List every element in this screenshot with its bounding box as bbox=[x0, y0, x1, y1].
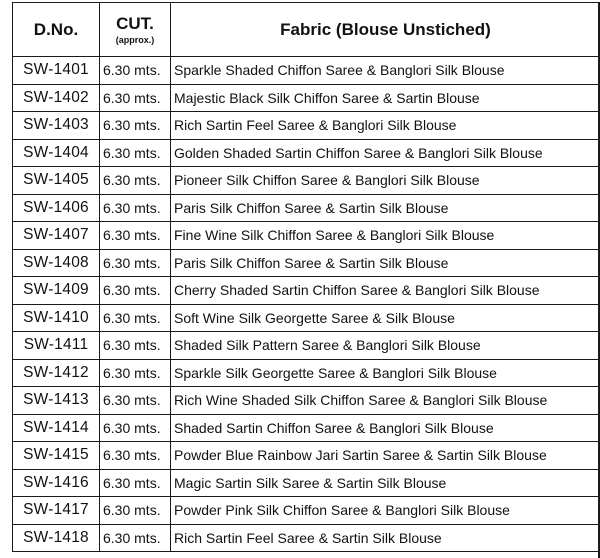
header-row bbox=[13, 3, 600, 57]
cell-cut: 6.30 mts. bbox=[100, 194, 171, 222]
cell-dno: SW-1405 bbox=[13, 167, 100, 195]
cell-fabric: Majestic Black Silk Chiffon Saree & Sartin Blouse bbox=[171, 84, 600, 112]
table-row bbox=[13, 84, 600, 112]
cell-dno: SW-1416 bbox=[13, 469, 100, 497]
cell-fabric: Cherry Shaded Sartin Chiffon Saree & Banglori Silk Blouse bbox=[171, 277, 600, 305]
cell-fabric: Rich Wine Shaded Silk Chiffon Saree & Banglori Silk Blouse bbox=[171, 387, 600, 415]
cell-fabric: Paris Silk Chiffon Saree & Sartin Silk Blouse bbox=[171, 194, 600, 222]
cell-dno: SW-1414 bbox=[13, 414, 100, 442]
cell-cut: 6.30 mts. bbox=[100, 304, 171, 332]
cell-cut: 6.30 mts. bbox=[100, 84, 171, 112]
cell-dno: SW-1418 bbox=[13, 524, 100, 552]
cell-cut: 6.30 mts. bbox=[100, 222, 171, 250]
cell-dno: SW-1417 bbox=[13, 497, 100, 525]
cell-dno: SW-1403 bbox=[13, 112, 100, 140]
header-cut-sub: (approx.) bbox=[115, 34, 155, 45]
table-header bbox=[13, 3, 600, 57]
table-row bbox=[13, 497, 600, 525]
cell-cut: 6.30 mts. bbox=[100, 249, 171, 277]
cell-cut: 6.30 mts. bbox=[100, 524, 171, 552]
catalog-sheet bbox=[12, 2, 600, 552]
header-dno: D.No. bbox=[13, 3, 100, 57]
cell-cut: 6.30 mts. bbox=[100, 497, 171, 525]
cell-fabric: Shaded Silk Pattern Saree & Banglori Silk Blouse bbox=[171, 332, 600, 360]
table-row bbox=[13, 524, 600, 552]
cell-fabric: Rich Sartin Feel Saree & Sartin Silk Blouse bbox=[171, 524, 600, 552]
cell-dno: SW-1412 bbox=[13, 359, 100, 387]
cell-fabric: Golden Shaded Sartin Chiffon Saree & Banglori Silk Blouse bbox=[171, 139, 600, 167]
cell-cut: 6.30 mts. bbox=[100, 139, 171, 167]
cell-dno: SW-1401 bbox=[13, 57, 100, 85]
table-row bbox=[13, 359, 600, 387]
fabric-table bbox=[12, 2, 600, 552]
cell-fabric: Pioneer Silk Chiffon Saree & Banglori Silk Blouse bbox=[171, 167, 600, 195]
cell-dno: SW-1402 bbox=[13, 84, 100, 112]
table-row bbox=[13, 304, 600, 332]
table-row bbox=[13, 414, 600, 442]
cell-fabric: Magic Sartin Silk Saree & Sartin Silk Blouse bbox=[171, 469, 600, 497]
table-row bbox=[13, 442, 600, 470]
table-row bbox=[13, 139, 600, 167]
header-fabric: Fabric (Blouse Unstiched) bbox=[171, 3, 600, 57]
table-row bbox=[13, 332, 600, 360]
cell-dno: SW-1413 bbox=[13, 387, 100, 415]
cell-dno: SW-1408 bbox=[13, 249, 100, 277]
cell-cut: 6.30 mts. bbox=[100, 442, 171, 470]
cell-cut: 6.30 mts. bbox=[100, 332, 171, 360]
table-row bbox=[13, 222, 600, 250]
cell-fabric: Shaded Sartin Chiffon Saree & Banglori Silk Blouse bbox=[171, 414, 600, 442]
header-cut-label: CUT. bbox=[116, 13, 154, 33]
cell-dno: SW-1407 bbox=[13, 222, 100, 250]
table-row bbox=[13, 194, 600, 222]
table-row bbox=[13, 112, 600, 140]
cell-cut: 6.30 mts. bbox=[100, 387, 171, 415]
cell-fabric: Soft Wine Silk Georgette Saree & Silk Blouse bbox=[171, 304, 600, 332]
cell-cut: 6.30 mts. bbox=[100, 277, 171, 305]
cell-dno: SW-1406 bbox=[13, 194, 100, 222]
table-row bbox=[13, 249, 600, 277]
cell-dno: SW-1409 bbox=[13, 277, 100, 305]
cell-fabric: Sparkle Shaded Chiffon Saree & Banglori Silk Blouse bbox=[171, 57, 600, 85]
table-row bbox=[13, 57, 600, 85]
table-row bbox=[13, 387, 600, 415]
table-row bbox=[13, 277, 600, 305]
header-cut bbox=[100, 3, 171, 57]
table-row bbox=[13, 469, 600, 497]
cell-cut: 6.30 mts. bbox=[100, 57, 171, 85]
cell-cut: 6.30 mts. bbox=[100, 469, 171, 497]
cell-fabric: Sparkle Silk Georgette Saree & Banglori Silk Blouse bbox=[171, 359, 600, 387]
cell-cut: 6.30 mts. bbox=[100, 414, 171, 442]
cell-cut: 6.30 mts. bbox=[100, 167, 171, 195]
cell-dno: SW-1404 bbox=[13, 139, 100, 167]
cell-fabric: Powder Pink Silk Chiffon Saree & Banglori Silk Blouse bbox=[171, 497, 600, 525]
cell-cut: 6.30 mts. bbox=[100, 112, 171, 140]
cell-fabric: Paris Silk Chiffon Saree & Sartin Silk Blouse bbox=[171, 249, 600, 277]
table-row bbox=[13, 167, 600, 195]
cell-dno: SW-1415 bbox=[13, 442, 100, 470]
cell-fabric: Rich Sartin Feel Saree & Banglori Silk Blouse bbox=[171, 112, 600, 140]
table-body bbox=[13, 57, 600, 552]
cell-dno: SW-1411 bbox=[13, 332, 100, 360]
cell-cut: 6.30 mts. bbox=[100, 359, 171, 387]
cell-fabric: Powder Blue Rainbow Jari Sartin Saree & Sartin Silk Blouse bbox=[171, 442, 600, 470]
cell-dno: SW-1410 bbox=[13, 304, 100, 332]
cell-fabric: Fine Wine Silk Chiffon Saree & Banglori Silk Blouse bbox=[171, 222, 600, 250]
